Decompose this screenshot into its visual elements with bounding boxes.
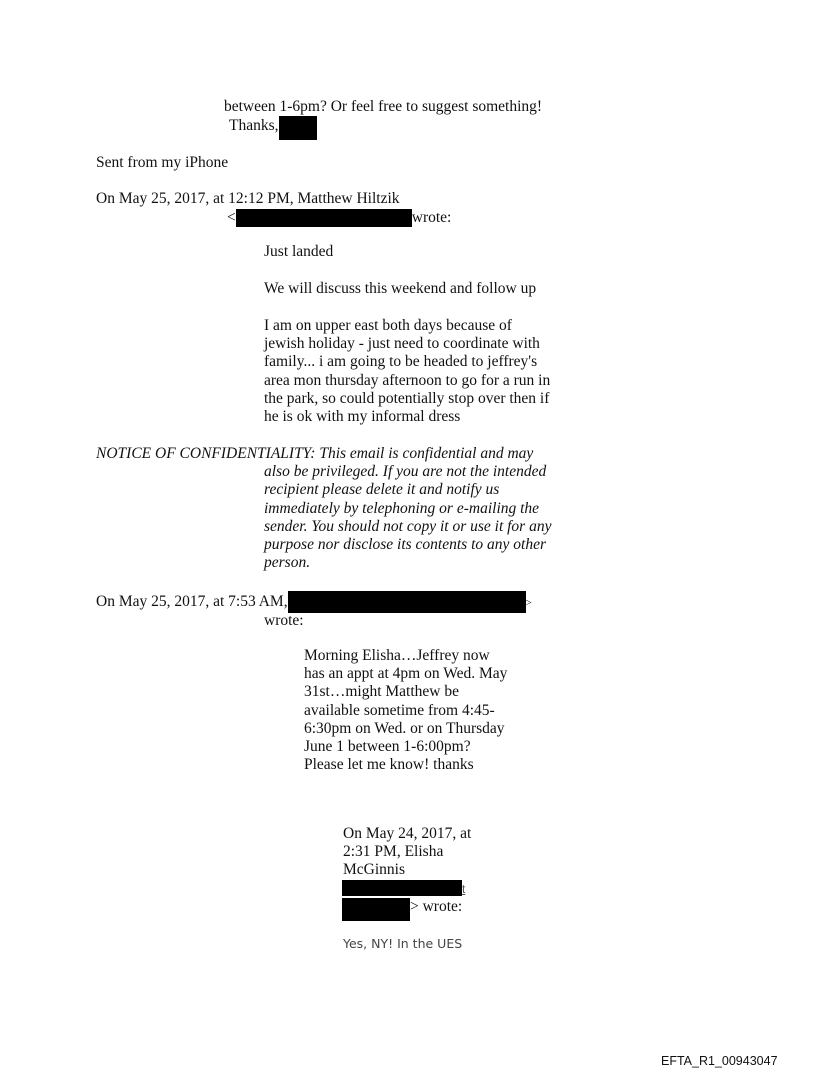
reply1-p1: Just landed	[264, 243, 334, 260]
reply2-body: Morning Elisha…Jeffrey now has an appt at 4pm on Wed. May 31st…might Matthew be available sometime from 4:45-6:30pm on Wed. or on Thursday June 1 between 1-6:00pm? Please let me know! thanks	[304, 647, 508, 774]
reply3-partial: t	[462, 882, 466, 896]
thanks-text: Thanks,	[229, 117, 279, 134]
reply1-p3: I am on upper east both days because of jewish holiday - just need to coordinate with family... i am going to be headed to jeffrey's area mon thursday afternoon to go for a run in the park, so could potentially stop over then if he is ok with my informal dress	[264, 317, 551, 426]
redaction-bar	[342, 880, 462, 896]
reply3-header: On May 24, 2017, at 2:31 PM, Elisha McGinnis	[343, 825, 472, 879]
thanks-line	[229, 117, 317, 140]
reply3-body: Yes, NY! In the UES	[343, 936, 463, 951]
top-line: between 1-6pm? Or feel free to suggest something!	[224, 98, 543, 115]
notice-rest: This email is confidential and may also be privileged. If you are not the intended recipient please delete it and notify us immediately by telephoning or e-mailing the sender. You should not copy it or use it for any purpose nor disclose its contents to any other person.	[264, 445, 552, 572]
document-id: EFTA_R1_00943047	[661, 1054, 778, 1068]
reply2-gt: >	[525, 597, 532, 609]
reply1-wrote: wrote:	[411, 209, 452, 226]
confidentiality-notice-text	[264, 445, 556, 572]
redaction-bar	[236, 209, 412, 227]
notice-label: NOTICE OF CONFIDENTIALITY:	[96, 445, 316, 462]
reply2-header: On May 25, 2017, at 7:53 AM,	[96, 593, 288, 610]
reply1-header-line2	[227, 209, 451, 227]
reply1-header: On May 25, 2017, at 12:12 PM, Matthew Hiltzik	[96, 190, 400, 207]
redaction-bar	[288, 591, 526, 613]
reply1-p2: We will discuss this weekend and follow up	[264, 280, 537, 297]
reply3-wrote: > wrote:	[410, 898, 463, 915]
redaction-bar	[279, 116, 317, 140]
sent-from: Sent from my iPhone	[96, 154, 229, 171]
reply1-lt: <	[227, 209, 236, 226]
reply3-wrote-line	[342, 898, 462, 921]
reply2-wrote: wrote:	[264, 612, 304, 629]
redaction-bar	[342, 898, 410, 921]
reply2-header-line	[96, 593, 532, 613]
